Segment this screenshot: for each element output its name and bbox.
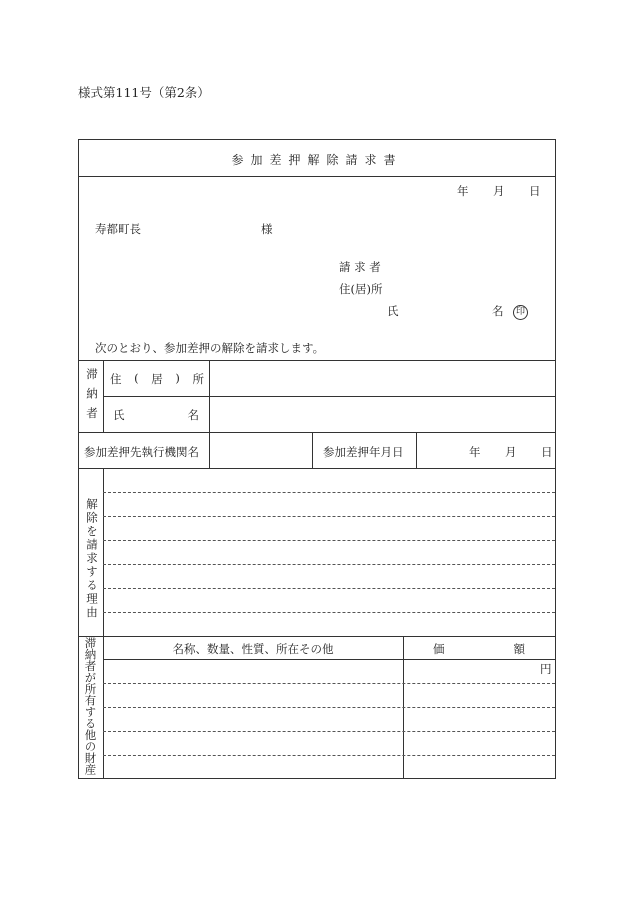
property-price-header: 価 額	[433, 642, 525, 656]
requester-name-char1: 氏	[387, 304, 399, 318]
delinquent-address-label: 住 ( 居 ) 所	[110, 371, 204, 386]
seal-icon: 印	[513, 305, 528, 320]
intro-text: 次のとおり、参加差押の解除を請求します。	[95, 341, 325, 355]
delinquent-name-label: 氏 名	[113, 408, 199, 422]
delinquent-section-label: 滞納者	[85, 368, 99, 427]
property-line	[103, 683, 555, 684]
execution-year-label: 年	[469, 445, 481, 459]
reason-line	[103, 612, 555, 613]
divider	[103, 659, 555, 660]
execution-day-label: 日	[541, 445, 553, 459]
request-form	[78, 139, 556, 779]
execution-date-label: 参加差押年月日	[323, 445, 404, 459]
seal-mark	[513, 303, 528, 320]
date-day-label: 日	[529, 184, 541, 198]
divider	[209, 432, 210, 468]
form-title: 参加差押解除請求書	[231, 153, 403, 167]
property-line	[103, 755, 555, 756]
date-month-label: 月	[493, 184, 505, 198]
addressee-name: 寿都町長	[95, 222, 141, 236]
divider	[79, 636, 555, 637]
divider	[79, 176, 555, 177]
property-description-header: 名称、数量、性質、所在その他	[172, 642, 334, 656]
price-unit-label: 円	[540, 662, 552, 676]
reason-line	[103, 516, 555, 517]
reason-line	[103, 588, 555, 589]
addressee-honorific: 様	[261, 222, 273, 236]
date-year-label: 年	[457, 184, 469, 198]
property-line	[103, 707, 555, 708]
divider	[79, 432, 555, 433]
divider	[103, 396, 555, 397]
reason-section-label: 解除を請求する理由	[85, 498, 99, 620]
divider	[416, 432, 417, 468]
reason-line	[103, 540, 555, 541]
form-number: 様式第111号（第2条）	[78, 85, 210, 100]
requester-name-char2: 名	[492, 304, 504, 318]
property-section-label: 滞納者が所有する他の財産	[83, 637, 98, 775]
reason-line	[103, 492, 555, 493]
execution-agency-label: 参加差押先執行機関名	[84, 445, 199, 459]
divider	[312, 432, 313, 468]
divider	[79, 360, 555, 361]
divider	[79, 468, 555, 469]
requester-address-label: 住(居)所	[339, 282, 383, 296]
property-line	[103, 731, 555, 732]
execution-month-label: 月	[505, 445, 517, 459]
divider	[103, 468, 104, 636]
reason-line	[103, 564, 555, 565]
requester-heading: 請 求 者	[339, 260, 381, 274]
